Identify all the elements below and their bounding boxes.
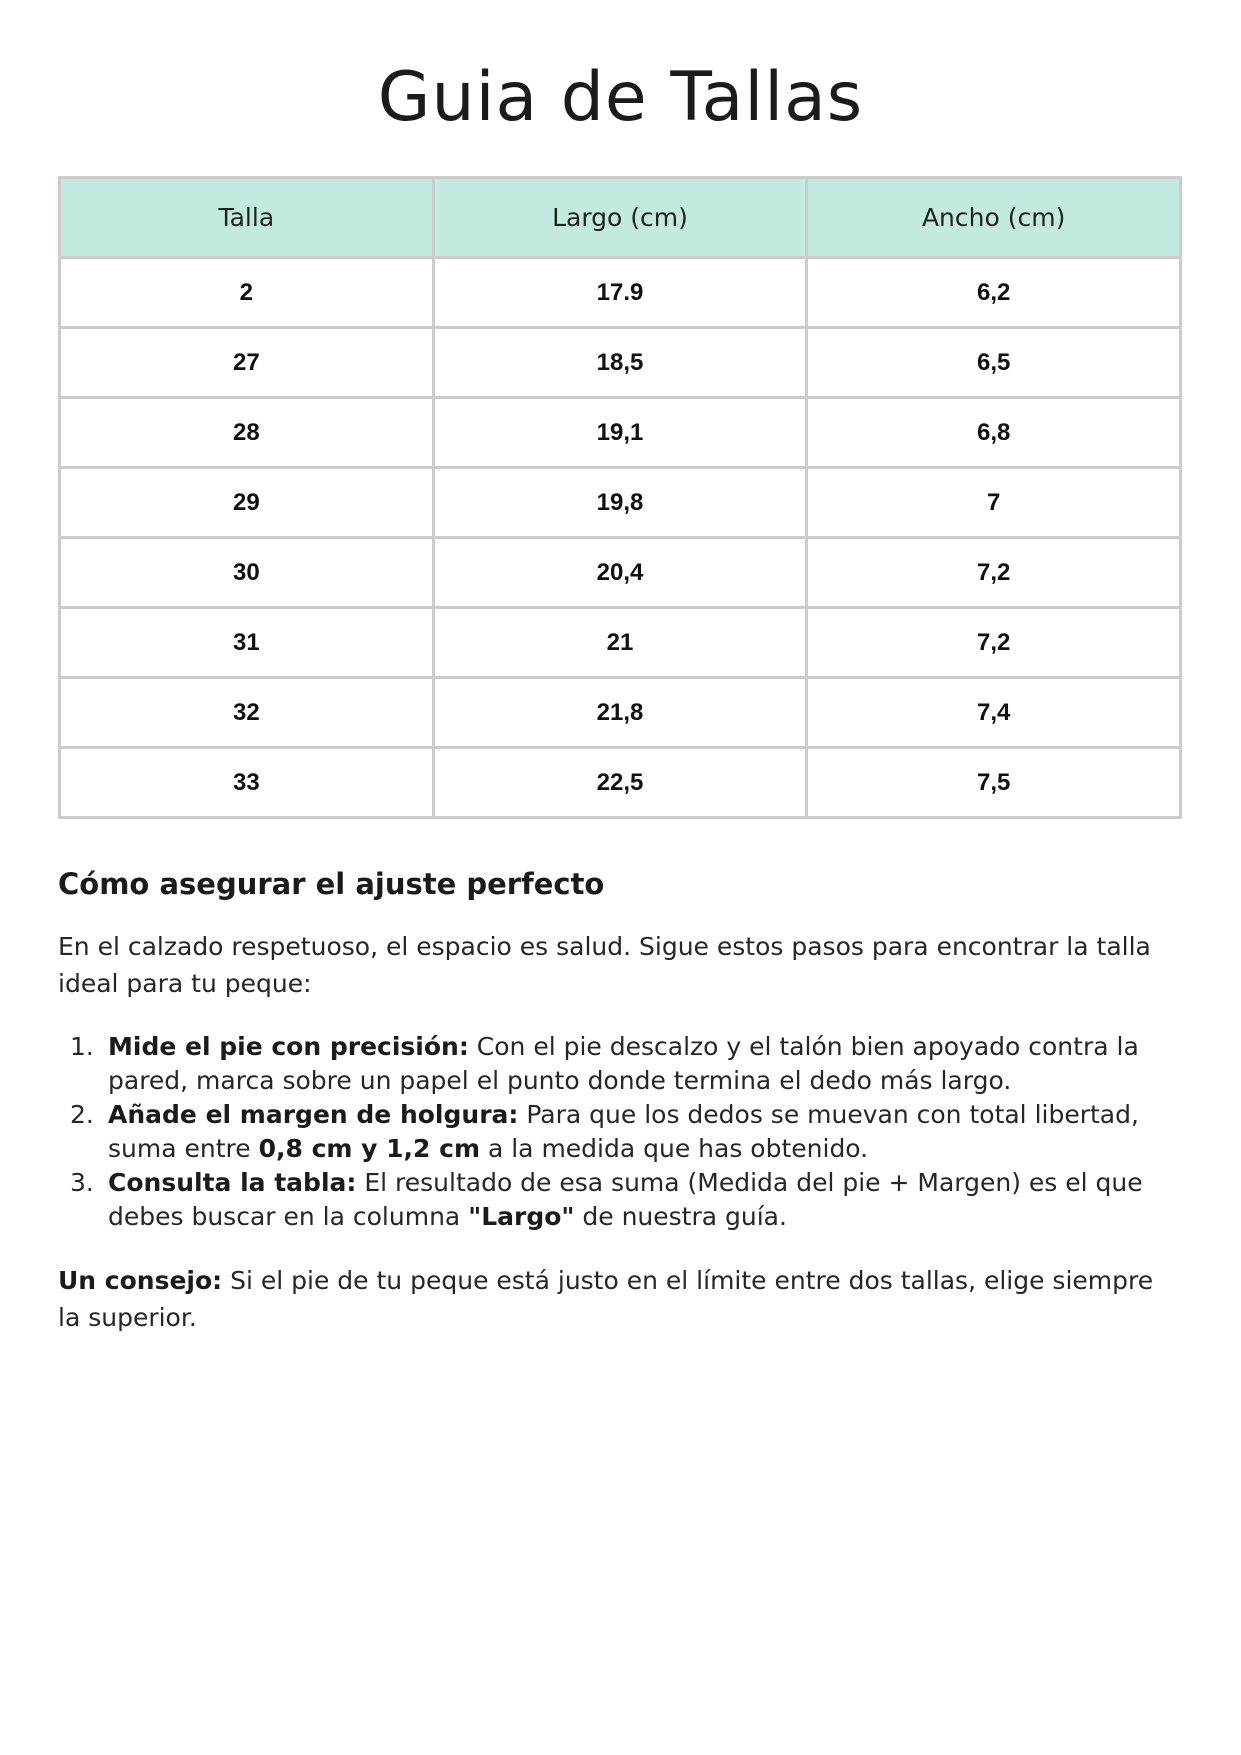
fit-intro-paragraph: En el calzado respetuoso, el espacio es salud. Sigue estos pasos para encontrar la talla ideal para tu peque: (58, 932, 1151, 998)
cell-talla: 29 (60, 468, 434, 538)
cell-ancho: 7,5 (807, 748, 1181, 818)
step-text: de nuestra guía. (574, 1202, 787, 1231)
cell-largo: 22,5 (433, 748, 807, 818)
cell-ancho: 7,2 (807, 538, 1181, 608)
step-text: Con el pie descalzo y el talón bien apoyado contra la pared, marca sobre un papel el punto donde termina el dedo más largo. (108, 1032, 1139, 1095)
step-text: Para que los dedos se muevan con total libertad, suma entre (108, 1100, 1139, 1163)
step-number: 2. (70, 1100, 94, 1129)
step-title: Añade el margen de holgura: (108, 1100, 519, 1129)
page-title: Guia de Tallas (377, 58, 864, 137)
cell-largo: 19,8 (433, 468, 807, 538)
cell-largo: 17.9 (433, 258, 807, 328)
table-row (60, 328, 1181, 398)
cell-largo: 21 (433, 608, 807, 678)
header-row (60, 178, 1181, 258)
cell-talla: 27 (60, 328, 434, 398)
tip-label: Un consejo: (58, 1266, 223, 1295)
cell-ancho: 7 (807, 468, 1181, 538)
cell-talla: 33 (60, 748, 434, 818)
tip-paragraph (58, 1262, 1182, 1336)
cell-ancho: 7,2 (807, 608, 1181, 678)
fit-steps-list (58, 1030, 1182, 1234)
table-row (60, 258, 1181, 328)
cell-talla: 32 (60, 678, 434, 748)
cell-largo: 19,1 (433, 398, 807, 468)
cell-talla: 2 (60, 258, 434, 328)
step-highlight: 0,8 cm y 1,2 cm (258, 1134, 481, 1163)
table-row (60, 678, 1181, 748)
cell-talla: 31 (60, 608, 434, 678)
step-number: 1. (70, 1032, 94, 1061)
size-table-body (60, 258, 1181, 818)
table-row (60, 468, 1181, 538)
list-item (58, 1098, 1182, 1166)
fit-section-heading: Cómo asegurar el ajuste perfecto (58, 867, 605, 901)
size-table-header (60, 178, 1181, 258)
column-header-talla: Talla (60, 178, 434, 258)
column-header-largo: Largo (cm) (433, 178, 807, 258)
step-title: Consulta la tabla: (108, 1168, 357, 1197)
table-row (60, 608, 1181, 678)
step-text: a la medida que has obtenido. (480, 1134, 869, 1163)
step-title: Mide el pie con precisión: (108, 1032, 469, 1061)
cell-talla: 28 (60, 398, 434, 468)
cell-largo: 18,5 (433, 328, 807, 398)
cell-talla: 30 (60, 538, 434, 608)
cell-ancho: 6,5 (807, 328, 1181, 398)
table-row (60, 538, 1181, 608)
cell-ancho: 6,8 (807, 398, 1181, 468)
cell-largo: 21,8 (433, 678, 807, 748)
cell-largo: 20,4 (433, 538, 807, 608)
step-number: 3. (70, 1168, 94, 1197)
cell-ancho: 6,2 (807, 258, 1181, 328)
cell-ancho: 7,4 (807, 678, 1181, 748)
tip-text: Si el pie de tu peque está justo en el límite entre dos tallas, elige siempre la superior. (58, 1266, 1154, 1332)
column-header-ancho: Ancho (cm) (807, 178, 1181, 258)
step-highlight: "Largo" (468, 1202, 575, 1231)
list-item (58, 1030, 1182, 1098)
size-table (58, 176, 1182, 819)
table-row (60, 748, 1181, 818)
step-text: El resultado de esa suma (Medida del pie + Margen) es el que debes buscar en la columna (108, 1168, 1143, 1231)
list-item (58, 1166, 1182, 1234)
table-row (60, 398, 1181, 468)
